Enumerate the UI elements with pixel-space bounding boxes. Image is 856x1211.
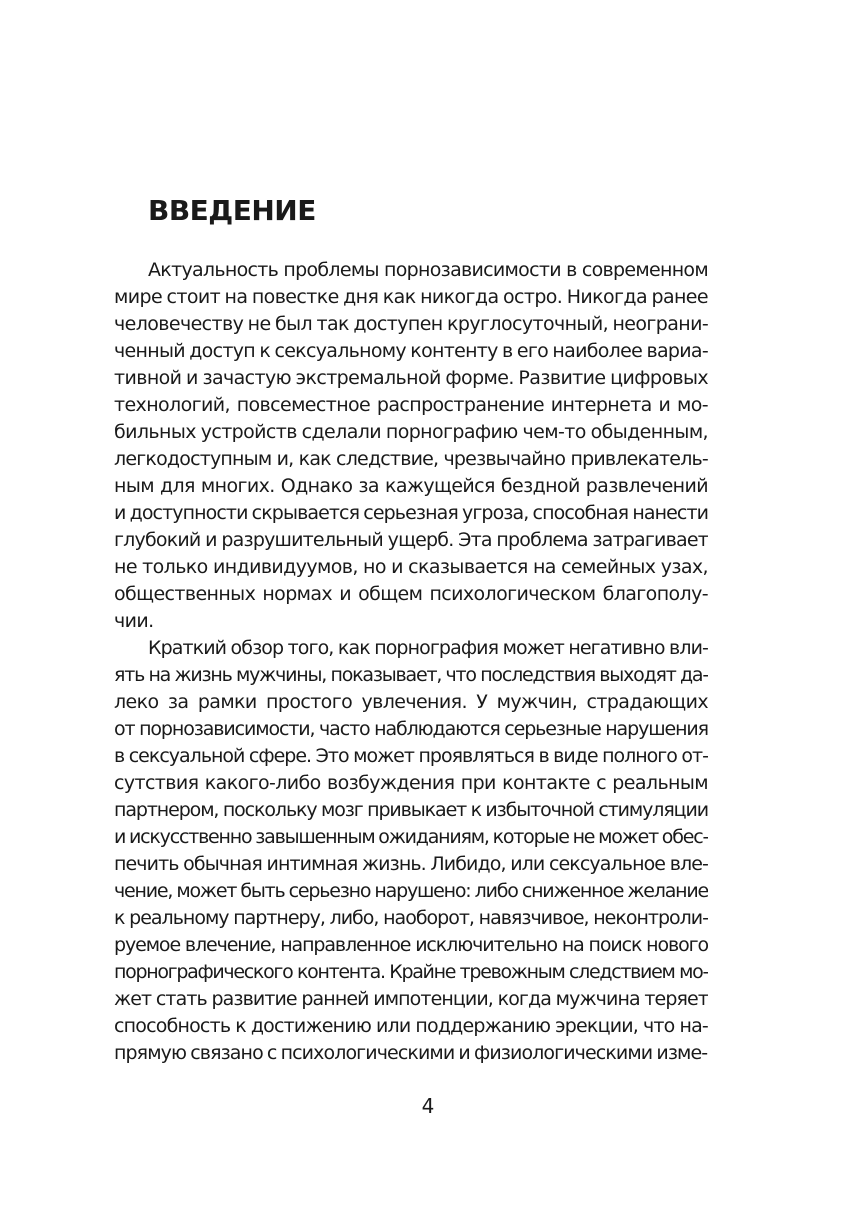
text-line: леко за рамки простого увлечения. У мужчин, страдающих xyxy=(114,691,708,713)
text-line: человечеству не был так доступен круглосуточный, неограни- xyxy=(114,313,708,335)
text-line: руемое влечение, направленное исключительно на поиск нового xyxy=(114,934,708,956)
text-line: бильных устройств сделали порнографию чем-то обыденным, xyxy=(114,421,708,443)
text-line: сутствия какого-либо возбуждения при контакте с реальным xyxy=(114,772,708,794)
text-line: тивной и зачастую экстремальной форме. Развитие цифровых xyxy=(114,367,708,389)
text-line: партнером, поскольку мозг привыкает к избыточной стимуляции xyxy=(114,799,708,821)
text-line: общественных нормах и общем психологическом благополу- xyxy=(114,583,708,605)
chapter-heading: ВВЕДЕНИЕ xyxy=(148,194,316,227)
text-line: Краткий обзор того, как порнография может негативно вли- xyxy=(148,637,708,659)
text-line: в сексуальной сфере. Это может проявляться в виде полного от- xyxy=(114,745,708,767)
text-line: технологий, повсеместное распространение интернета и мо- xyxy=(114,394,708,416)
text-line: глубокий и разрушительный ущерб. Эта проблема затрагивает xyxy=(114,529,708,551)
text-line: чии. xyxy=(114,610,154,632)
text-line: прямую связано с психологическими и физиологическими изме- xyxy=(114,1042,708,1064)
text-line: ять на жизнь мужчины, показывает, что последствия выходят да- xyxy=(114,664,708,686)
text-line: жет стать развитие ранней импотенции, когда мужчина теряет xyxy=(114,988,708,1010)
paragraph xyxy=(114,257,708,635)
text-line: и доступности скрывается серьезная угроза, способная нанести xyxy=(114,502,708,524)
text-line: способность к достижению или поддержанию эрекции, что на- xyxy=(114,1015,708,1037)
text-line: порнографического контента. Крайне тревожным следствием мо- xyxy=(114,961,708,983)
body-text xyxy=(114,257,708,1067)
text-line: Актуальность проблемы порнозависимости в современном xyxy=(148,259,708,281)
text-line: к реальному партнеру, либо, наоборот, навязчивое, неконтроли- xyxy=(114,907,708,929)
text-line: печить обычная интимная жизнь. Либидо, или сексуальное вле- xyxy=(114,853,708,875)
text-line: и искусственно завышенным ожиданиям, которые не может обес- xyxy=(114,826,708,848)
text-line: ным для многих. Однако за кажущейся бездной развлечений xyxy=(114,475,708,497)
text-line: ченный доступ к сексуальному контенту в его наиболее вариа- xyxy=(114,340,708,362)
text-line: от порнозависимости, часто наблюдаются серьезные нарушения xyxy=(114,718,708,740)
paragraph xyxy=(114,635,708,1067)
text-line: не только индивидуумов, но и сказывается на семейных узах, xyxy=(114,556,708,578)
text-line: мире стоит на повестке дня как никогда остро. Никогда ранее xyxy=(114,286,708,308)
text-line: чение, может быть серьезно нарушено: либо сниженное желание xyxy=(114,880,708,902)
text-line: легкодоступным и, как следствие, чрезвычайно привлекатель- xyxy=(114,448,708,470)
page-number: 4 xyxy=(421,1094,435,1118)
